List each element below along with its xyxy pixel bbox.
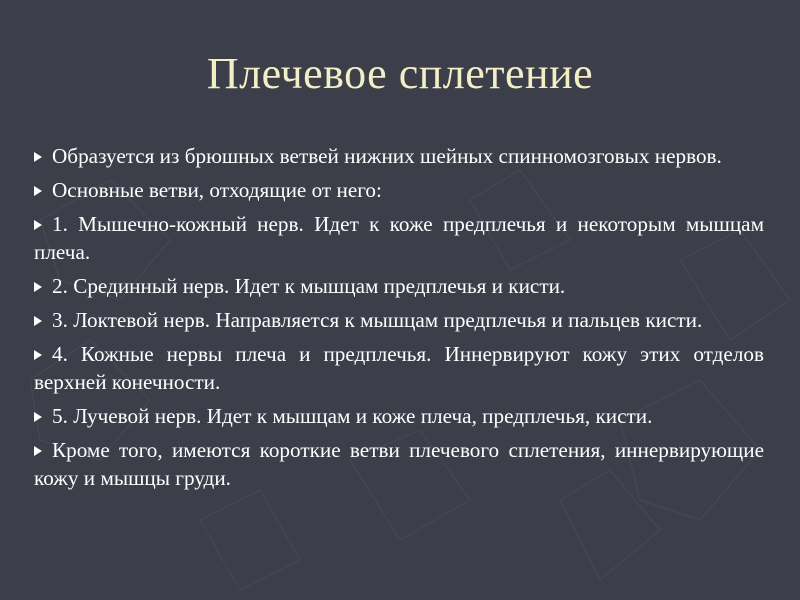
- list-item-text: Образуется из брюшных ветвей нижних шейных спинномозговых нервов.: [52, 144, 722, 168]
- list-item: [34, 142, 764, 170]
- list-item: [34, 436, 764, 492]
- triangle-bullet-icon: [34, 350, 42, 360]
- list-item-text: 4. Кожные нервы плеча и предплечья. Иннервируют кожу этих отделов верхней конечности.: [34, 342, 764, 394]
- triangle-bullet-icon: [34, 186, 42, 196]
- list-item: [34, 340, 764, 396]
- list-item-text: 1. Мышечно-кожный нерв. Идет к коже предплечья и некоторым мышцам плеча.: [34, 212, 764, 264]
- list-item: [34, 176, 764, 204]
- triangle-bullet-icon: [34, 152, 42, 162]
- list-item-text: 2. Срединный нерв. Идет к мышцам предплечья и кисти.: [52, 274, 566, 298]
- slide-title: Плечевое сплетение: [206, 49, 594, 98]
- list-item: [34, 210, 764, 266]
- list-item-text: Основные ветви, отходящие от него:: [52, 178, 382, 202]
- triangle-bullet-icon: [34, 316, 42, 326]
- triangle-bullet-icon: [34, 446, 42, 456]
- list-item-text: 3. Локтевой нерв. Направляется к мышцам предплечья и пальцев кисти.: [52, 308, 703, 332]
- triangle-bullet-icon: [34, 220, 42, 230]
- list-item: [34, 272, 764, 300]
- list-item: [34, 402, 764, 430]
- list-item: [34, 306, 764, 334]
- list-item-text: 5. Лучевой нерв. Идет к мышцам и коже плеча, предплечья, кисти.: [52, 404, 653, 428]
- triangle-bullet-icon: [34, 282, 42, 292]
- triangle-bullet-icon: [34, 412, 42, 422]
- list-item-text: Кроме того, имеются короткие ветви плечевого сплетения, иннервирующие кожу и мышцы груди.: [34, 438, 764, 490]
- slide-body: [34, 142, 764, 498]
